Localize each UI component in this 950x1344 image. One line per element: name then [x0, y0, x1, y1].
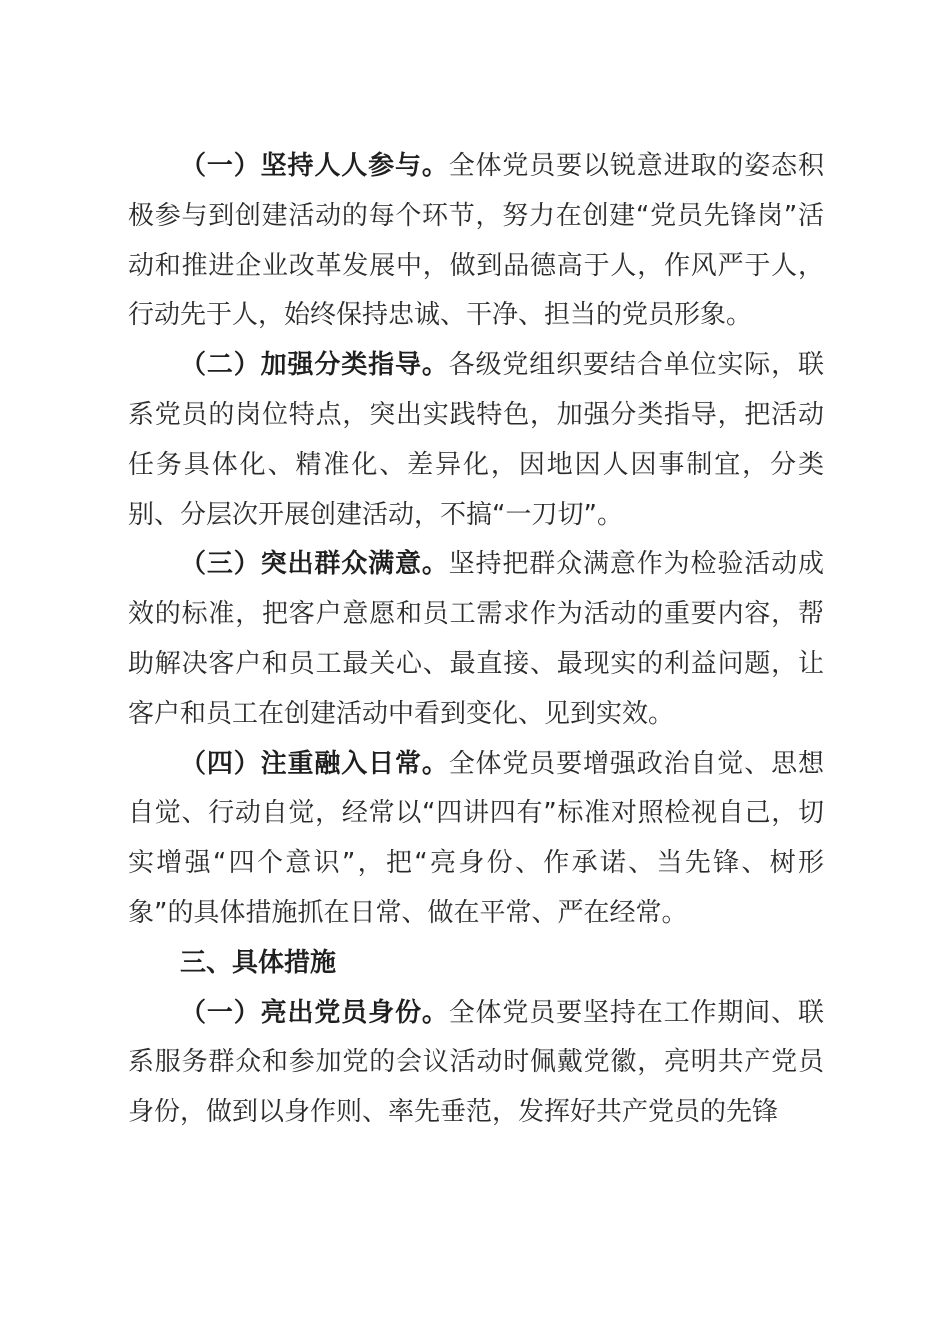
paragraph-1	[128, 142, 824, 341]
paragraph-5-lead: （一）亮出党员身份。	[180, 997, 449, 1028]
paragraph-5-body: 全体党员要坚持在工作期间、联系服务群众和参加党的会议活动时佩戴党徽，亮明共产党员身份，做到以身作则、率先垂范，发挥好共产党员的先锋	[128, 997, 824, 1128]
paragraph-3	[128, 540, 824, 739]
paragraph-4-body: 全体党员要增强政治自觉、思想自觉、行动自觉，经常以“四讲四有”标准对照检视自己，切实增强“四个意识”，把“亮身份、作承诺、当先锋、树形象”的具体措施抓在日常、做在平常、严在经常。	[128, 748, 824, 928]
section-heading: 三、具体措施	[180, 947, 337, 978]
paragraph-3-body: 坚持把群众满意作为检验活动成效的标准，把客户意愿和员工需求作为活动的重要内容，帮助解决客户和员工最关心、最直接、最现实的利益问题，让客户和员工在创建活动中看到变化、见到实效。	[128, 549, 824, 729]
paragraph-2-lead: （二）加强分类指导。	[180, 350, 449, 381]
paragraph-1-body: 全体党员要以锐意进取的姿态积极参与到创建活动的每个环节，努力在创建“党员先锋岗”活动和推进企业改革发展中，做到品德高于人，作风严于人，行动先于人，始终保持忠诚、干净、担当的党员形象。	[128, 151, 824, 331]
paragraph-1-lead: （一）坚持人人参与。	[180, 151, 449, 181]
paragraph-3-lead: （三）突出群众满意。	[180, 549, 449, 580]
paragraph-5	[128, 989, 824, 1138]
paragraph-2-body: 各级党组织要结合单位实际，联系党员的岗位特点，突出实践特色，加强分类指导，把活动任务具体化、精准化、差异化，因地因人因事制宜，分类别、分层次开展创建活动，不搞“一刀切”。	[128, 350, 824, 530]
paragraph-2	[128, 341, 824, 540]
paragraph-4-lead: （四）注重融入日常。	[180, 748, 449, 779]
paragraph-4	[128, 740, 824, 939]
document-page	[128, 142, 824, 1138]
